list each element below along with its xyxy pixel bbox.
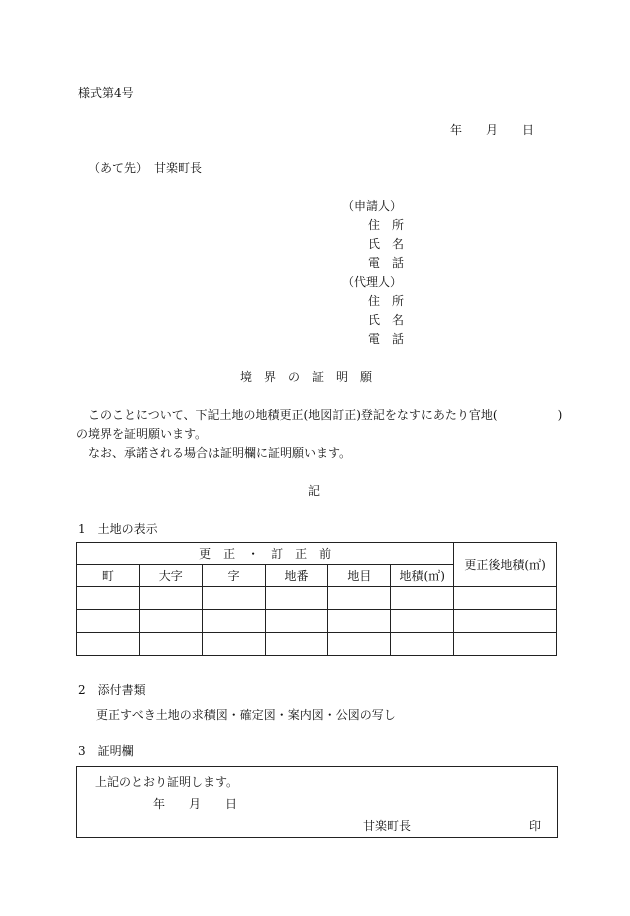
applicant-phone-label: 電 話 — [368, 256, 405, 270]
header-after-area: 更正後地積(㎡) — [454, 543, 557, 587]
body-line-3: なお、承諾される場合は証明欄に証明願います。 — [76, 446, 352, 460]
applicant-address-label: 住 所 — [368, 218, 405, 232]
table-cell[interactable] — [328, 610, 391, 633]
certification-date: 年 月 日 — [153, 797, 238, 811]
certification-text: 上記のとおり証明します。 — [95, 775, 239, 789]
table-cell[interactable] — [391, 633, 454, 656]
form-number: 様式第4号 — [78, 86, 134, 100]
section3-heading: 3 証明欄 — [78, 744, 134, 758]
section1-heading: 1 土地の表示 — [78, 522, 158, 536]
agent-address-label: 住 所 — [368, 294, 405, 308]
table-cell[interactable] — [265, 610, 328, 633]
table-row — [77, 633, 557, 656]
table-cell[interactable] — [77, 633, 140, 656]
agent-phone-label: 電 話 — [368, 332, 405, 346]
document-title: 境 界 の 証 明 願 — [240, 370, 373, 384]
col-area: 地積(㎡) — [391, 565, 454, 587]
table-cell[interactable] — [391, 587, 454, 610]
col-oaza: 大字 — [139, 565, 202, 587]
col-town: 町 — [77, 565, 140, 587]
table-cell[interactable] — [77, 587, 140, 610]
seal-mark: 印 — [529, 819, 542, 833]
table-cell[interactable] — [328, 633, 391, 656]
table-cell[interactable] — [139, 633, 202, 656]
table-cell[interactable] — [77, 610, 140, 633]
table-cell[interactable] — [454, 587, 557, 610]
col-aza: 字 — [202, 565, 265, 587]
table-cell[interactable] — [139, 610, 202, 633]
body-line-1: このことについて、下記土地の地積更正(地図訂正)登記をなすにあたり官地( ) — [76, 408, 563, 422]
applicant-name-label: 氏 名 — [368, 237, 405, 251]
section2-heading: 2 添付書類 — [78, 683, 146, 697]
table-cell[interactable] — [139, 587, 202, 610]
table-row — [77, 610, 557, 633]
col-lot-number: 地番 — [265, 565, 328, 587]
table-cell[interactable] — [265, 633, 328, 656]
attachments-text: 更正すべき土地の求積図・確定図・案内図・公図の写し — [96, 708, 396, 722]
table-cell[interactable] — [202, 587, 265, 610]
table-cell[interactable] — [454, 610, 557, 633]
agent-heading: （代理人） — [342, 275, 403, 289]
table-row — [77, 587, 557, 610]
land-table — [76, 542, 557, 656]
ki-heading: 記 — [308, 484, 321, 498]
group-header-before: 更 正 ・ 訂 正 前 — [77, 543, 454, 565]
applicant-heading: （申請人） — [342, 199, 403, 213]
col-land-category: 地目 — [328, 565, 391, 587]
table-cell[interactable] — [391, 610, 454, 633]
table-cell[interactable] — [202, 633, 265, 656]
body-line-2: の境界を証明願います。 — [76, 427, 208, 441]
table-cell[interactable] — [454, 633, 557, 656]
date-line: 年 月 日 — [450, 123, 535, 137]
table-cell[interactable] — [202, 610, 265, 633]
table-cell[interactable] — [265, 587, 328, 610]
mayor-label: 甘楽町長 — [363, 819, 412, 833]
table-cell[interactable] — [328, 587, 391, 610]
addressee: （あて先） 甘楽町長 — [88, 161, 203, 175]
agent-name-label: 氏 名 — [368, 313, 405, 327]
certification-box — [76, 766, 558, 838]
